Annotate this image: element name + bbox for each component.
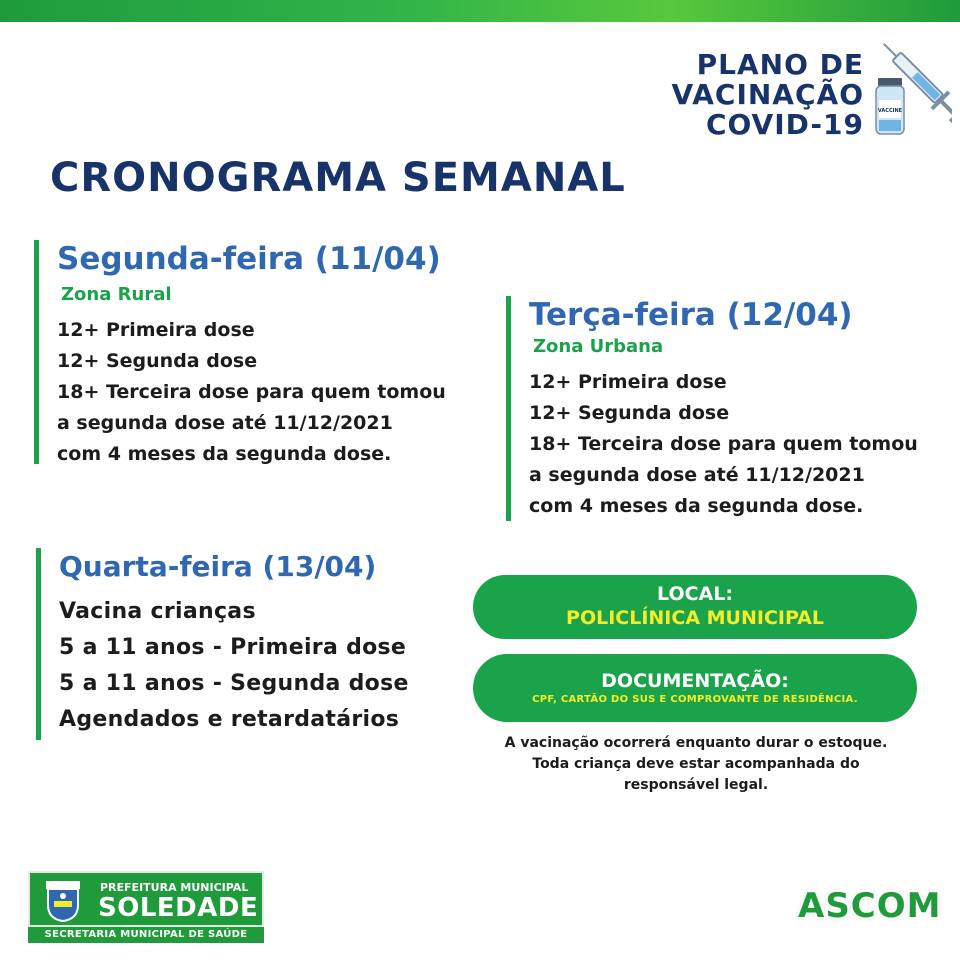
local-value: POLICLÍNICA MUNICIPAL bbox=[566, 607, 824, 629]
pref-line3: SECRETARIA MUNICIPAL DE SAÚDE bbox=[28, 927, 264, 943]
prefeitura-logo bbox=[28, 871, 264, 943]
day-title: Segunda-feira (11/04) bbox=[57, 241, 441, 277]
plan-title-line2: VACINAÇÃO bbox=[671, 78, 864, 111]
top-gradient-bar bbox=[0, 0, 960, 22]
vial-label: VACCINE bbox=[877, 108, 903, 114]
zone-label: Zona Urbana bbox=[533, 336, 664, 357]
schedule-line: com 4 meses da segunda dose. bbox=[57, 443, 392, 465]
schedule-line: 12+ Segunda dose bbox=[529, 402, 730, 424]
plan-title-line1: PLANO DE bbox=[696, 48, 864, 81]
syringe-icon bbox=[872, 42, 952, 142]
plan-title bbox=[671, 50, 864, 140]
documentation-label: DOCUMENTAÇÃO: bbox=[601, 670, 789, 692]
schedule-line: 5 a 11 anos - Segunda dose bbox=[59, 671, 409, 696]
notice-line: responsável legal. bbox=[623, 777, 769, 793]
pref-line2: SOLEDADE bbox=[98, 893, 259, 923]
ascom-logo: ASCOM bbox=[798, 886, 942, 926]
notice-line: A vacinação ocorrerá enquanto durar o estoque. bbox=[504, 735, 888, 751]
schedule-line: 18+ Terceira dose para quem tomou bbox=[57, 381, 446, 403]
schedule-line: 12+ Primeira dose bbox=[57, 319, 255, 341]
pref-line1: PREFEITURA MUNICIPAL bbox=[100, 881, 249, 894]
main-title: CRONOGRAMA SEMANAL bbox=[50, 155, 626, 201]
schedule-line: a segunda dose até 11/12/2021 bbox=[529, 464, 865, 486]
notice-text bbox=[478, 733, 914, 796]
day-title: Terça-feira (12/04) bbox=[529, 297, 853, 333]
local-pill bbox=[473, 575, 917, 639]
day-title: Quarta-feira (13/04) bbox=[59, 550, 377, 583]
schedule-monday bbox=[34, 240, 446, 464]
documentation-pill bbox=[473, 654, 917, 722]
crest-icon bbox=[40, 879, 86, 923]
schedule-line: 12+ Segunda dose bbox=[57, 350, 258, 372]
plan-title-line3: COVID-19 bbox=[705, 108, 864, 141]
schedule-line: Vacina crianças bbox=[59, 599, 256, 624]
schedule-tuesday bbox=[506, 296, 918, 521]
notice-line: Toda criança deve estar acompanhada do bbox=[532, 756, 860, 772]
zone-label: Zona Rural bbox=[61, 284, 172, 305]
documentation-value: CPF, CARTÃO DO SUS E COMPROVANTE DE RESIDÊNCIA. bbox=[532, 694, 858, 705]
schedule-line: 5 a 11 anos - Primeira dose bbox=[59, 635, 407, 660]
local-label: LOCAL: bbox=[657, 583, 733, 605]
schedule-line: a segunda dose até 11/12/2021 bbox=[57, 412, 393, 434]
schedule-line: 18+ Terceira dose para quem tomou bbox=[529, 433, 918, 455]
schedule-line: 12+ Primeira dose bbox=[529, 371, 727, 393]
schedule-line: com 4 meses da segunda dose. bbox=[529, 495, 864, 517]
schedule-line: Agendados e retardatários bbox=[59, 707, 400, 732]
schedule-wednesday bbox=[36, 548, 409, 740]
